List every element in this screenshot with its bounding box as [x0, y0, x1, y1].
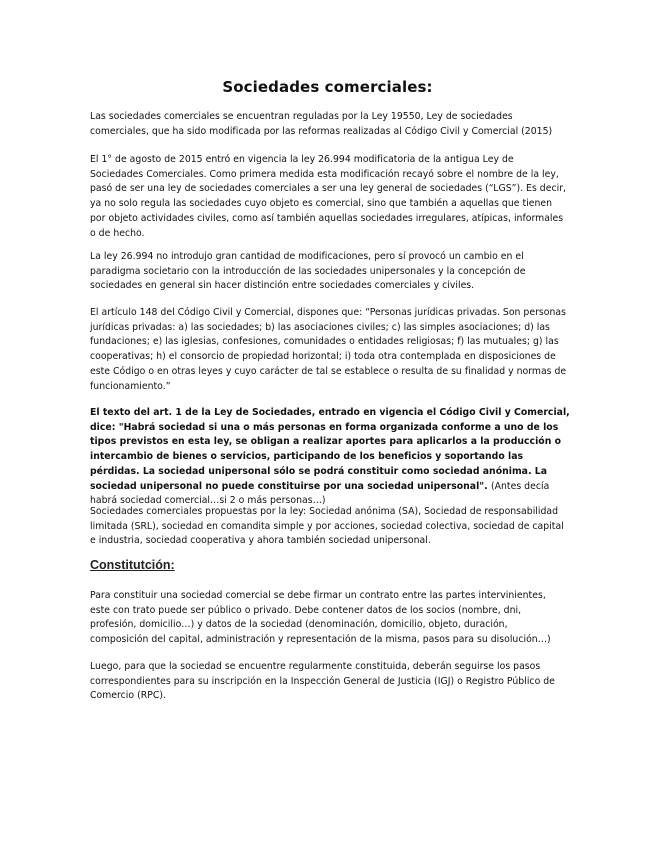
paragraph-inscripcion: Luego, para que la sociedad se encuentre regularmente constituida, deberán seguirse los pasos correspondientes para su inscripción en la Inspección General de Justicia (IGJ) o Registro Público de Comercio (RPC).: [90, 661, 555, 702]
paragraph-articulo-1: El texto del art. 1 de la Ley de Sociedades, entrado en vigencia el Código Civil y Comercial, dice: "Habrá sociedad si una o más personas en forma organizada conforme a uno de los tipos previstos en esta ley, se obligan a realizar aportes para aplicarlos a la producción o intercambio de bienes o servicios, participando de los beneficios y soportando las pérdidas. La sociedad unipersonal sólo se podrá constituir como sociedad anónima. La sociedad unipersonal no puede constituirse por una sociedad unipersonal". (Antes decía habrá sociedad comercial…si 2 o más personas…): [90, 407, 570, 507]
page-title: Sociedades comerciales:: [222, 78, 433, 96]
paragraph-constitucion: Para constituir una sociedad comercial se debe firmar un contrato entre las partes intervinientes, este con trato puede ser público o privado. Debe contener datos de los socios (nombre, dni, profesión, domicilio…) y datos de la sociedad (denominación, domicilio, objeto, duración, composición del capital, administración y representación de la misma, pasos para su disolución…): [90, 590, 551, 646]
paragraph-ley-26994: El 1° de agosto de 2015 entró en vigencia la ley 26.994 modificatoria de la antigua Ley de Sociedades Comerciales. Como primera medida esta modificación recayó sobre el nombre de la ley, pasó de ser una ley de sociedades comerciales a ser una ley general de sociedades (“LGS”). Es decir, ya no solo regula las sociedades cuyo objeto es comercial, sino que también a aquellas que tienen por objeto actividades civiles, como así también aquellas sociedades irregulares, atípicas, informales o de hecho.: [90, 154, 567, 239]
paragraph-articulo-148: El artículo 148 del Código Civil y Comercial, dispones que: “Personas jurídicas privadas. Son personas jurídicas privadas: a) las sociedades; b) las asociaciones civiles; c) las simples asociaciones; d) las fundaciones; e) las iglesias, confesiones, comunidades o entidades religiosas; f) las mutuales; g) las cooperativas; h) el consorcio de propiedad horizontal; i) toda otra contemplada en disposiciones de este Código o en otras leyes y cuyo carácter de tal se establece o resulta de su finalidad y normas de funcionamiento.”: [90, 307, 567, 392]
section-heading-constitucion: Constitutción:: [90, 558, 175, 572]
paragraph-intro: Las sociedades comerciales se encuentran reguladas por la Ley 19550, Ley de sociedades comerciales, que ha sido modificada por las reformas realizadas al Código Civil y Comercial (2015): [90, 111, 553, 137]
paragraph-tipos-sociedades: Sociedades comerciales propuestas por la ley: Sociedad anónima (SA), Sociedad de responsabilidad limitada (SRL), sociedad en comandita simple y por acciones, sociedad colectiva, sociedad de capital e industria, sociedad cooperativa y ahora también sociedad unipersonal.: [90, 506, 564, 547]
paragraph-paradigma: La ley 26.994 no introdujo gran cantidad de modificaciones, pero sí provocó un cambio en el paradigma societario con la introducción de las sociedades unipersonales y la concepción de sociedades en general sin hacer distinción entre sociedades comerciales y civiles.: [90, 251, 526, 292]
